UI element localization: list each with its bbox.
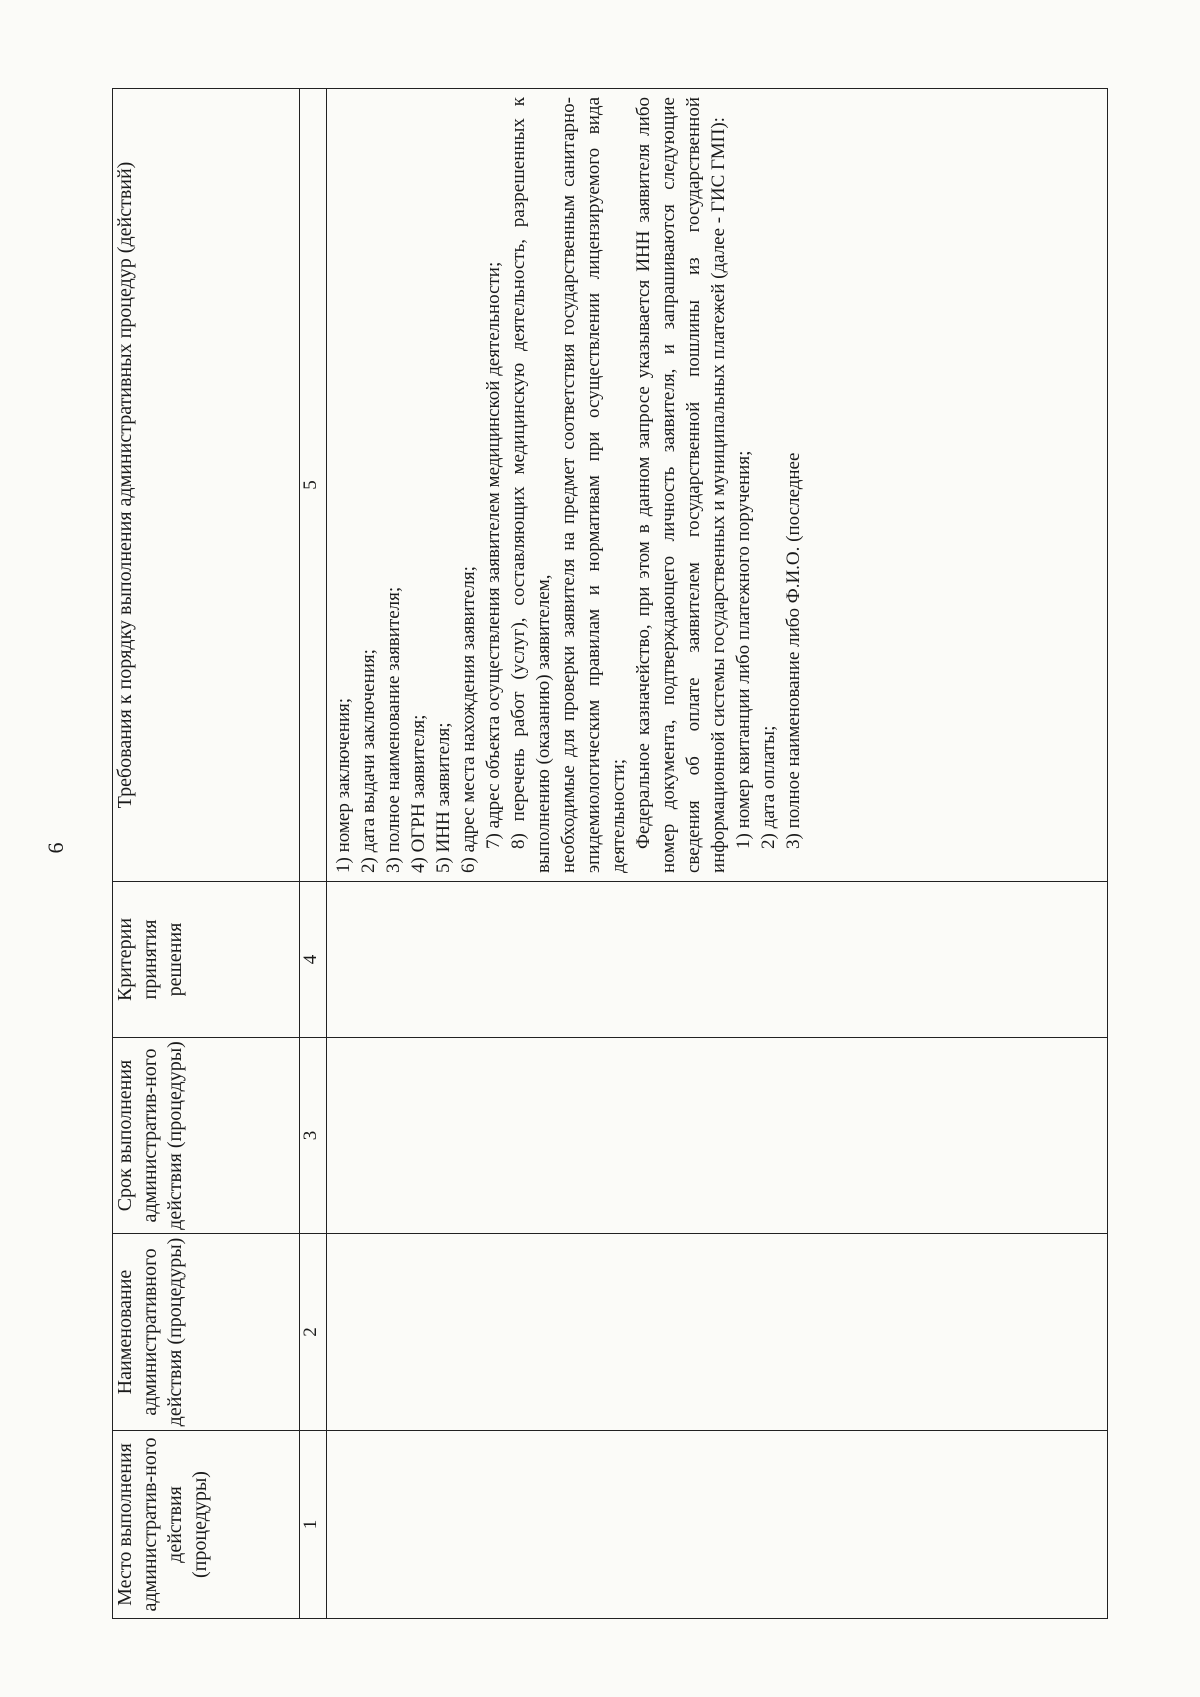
- requirement-line: 8) перечень работ (услуг), составляющих медицинскую деятельность, разрешенных к выполнению (оказанию) заявителем,: [508, 97, 554, 873]
- requirement-line: необходимые для проверки заявителя на предмет соответствия государственным санитарно-эпидемиологическим правилам и нормативам при осуществлении лицензируемого вида деятельности;: [558, 97, 629, 873]
- procedure-table: [112, 88, 1108, 1619]
- header-place: Место выполнения административ-ного действия (процедуры): [113, 1431, 300, 1619]
- table-header-row: [113, 89, 300, 1619]
- column-number: 2: [300, 1234, 327, 1431]
- requirement-line: 1) номер заключения;: [333, 697, 354, 873]
- requirement-line: 4) ОГРН заявителя;: [408, 714, 429, 873]
- requirement-line: 1) номер квитанции либо платежного поручения;: [733, 450, 754, 849]
- requirement-line: 3) полное наименование заявителя;: [383, 586, 404, 873]
- header-decision-criteria: Критерии принятия решения: [113, 882, 300, 1038]
- requirement-line: 2) дата оплаты;: [758, 725, 779, 849]
- cell-action-name: [327, 1234, 1108, 1431]
- requirement-line: 5) ИНН заявителя;: [433, 722, 454, 873]
- column-number: 4: [300, 882, 327, 1038]
- header-action-name: Наименование административного действия (процедуры): [113, 1234, 300, 1431]
- cell-deadline: [327, 1038, 1108, 1234]
- requirement-line: 3) полное наименование либо Ф.И.О. (последнее: [783, 452, 804, 849]
- column-number: 3: [300, 1038, 327, 1234]
- column-number: 1: [300, 1431, 327, 1619]
- procedure-table-sheet: [112, 88, 1108, 1619]
- requirement-line: 7) адрес объекта осуществления заявителем медицинской деятельности;: [483, 261, 504, 849]
- column-number: 5: [300, 89, 327, 882]
- requirements-text: [327, 89, 1101, 881]
- cell-place: [327, 1431, 1108, 1619]
- table-body-row: [327, 89, 1108, 1619]
- cell-requirements: [327, 89, 1108, 882]
- column-number-row: [300, 89, 327, 1619]
- cell-decision-criteria: [327, 882, 1108, 1038]
- page-number: 6: [43, 842, 68, 854]
- requirement-paragraph: Федеральное казначейство, при этом в данном запросе указывается ИНН заявителя либо номер документа, подтверждающего личность заявителя, и запрашиваются следующие сведения об оплате заявителем государственной пошлины из государственной информационной системы государственных и муниципальных платежей (далее - ГИС ГМП):: [633, 97, 729, 873]
- header-deadline: Срок выполнения административ-ного действия (процедуры): [113, 1038, 300, 1234]
- requirement-line: 6) адрес места нахождения заявителя;: [458, 566, 479, 873]
- header-requirements: Требования к порядку выполнения административных процедур (действий): [113, 89, 300, 882]
- requirement-line: 2) дата выдачи заключения;: [358, 649, 379, 873]
